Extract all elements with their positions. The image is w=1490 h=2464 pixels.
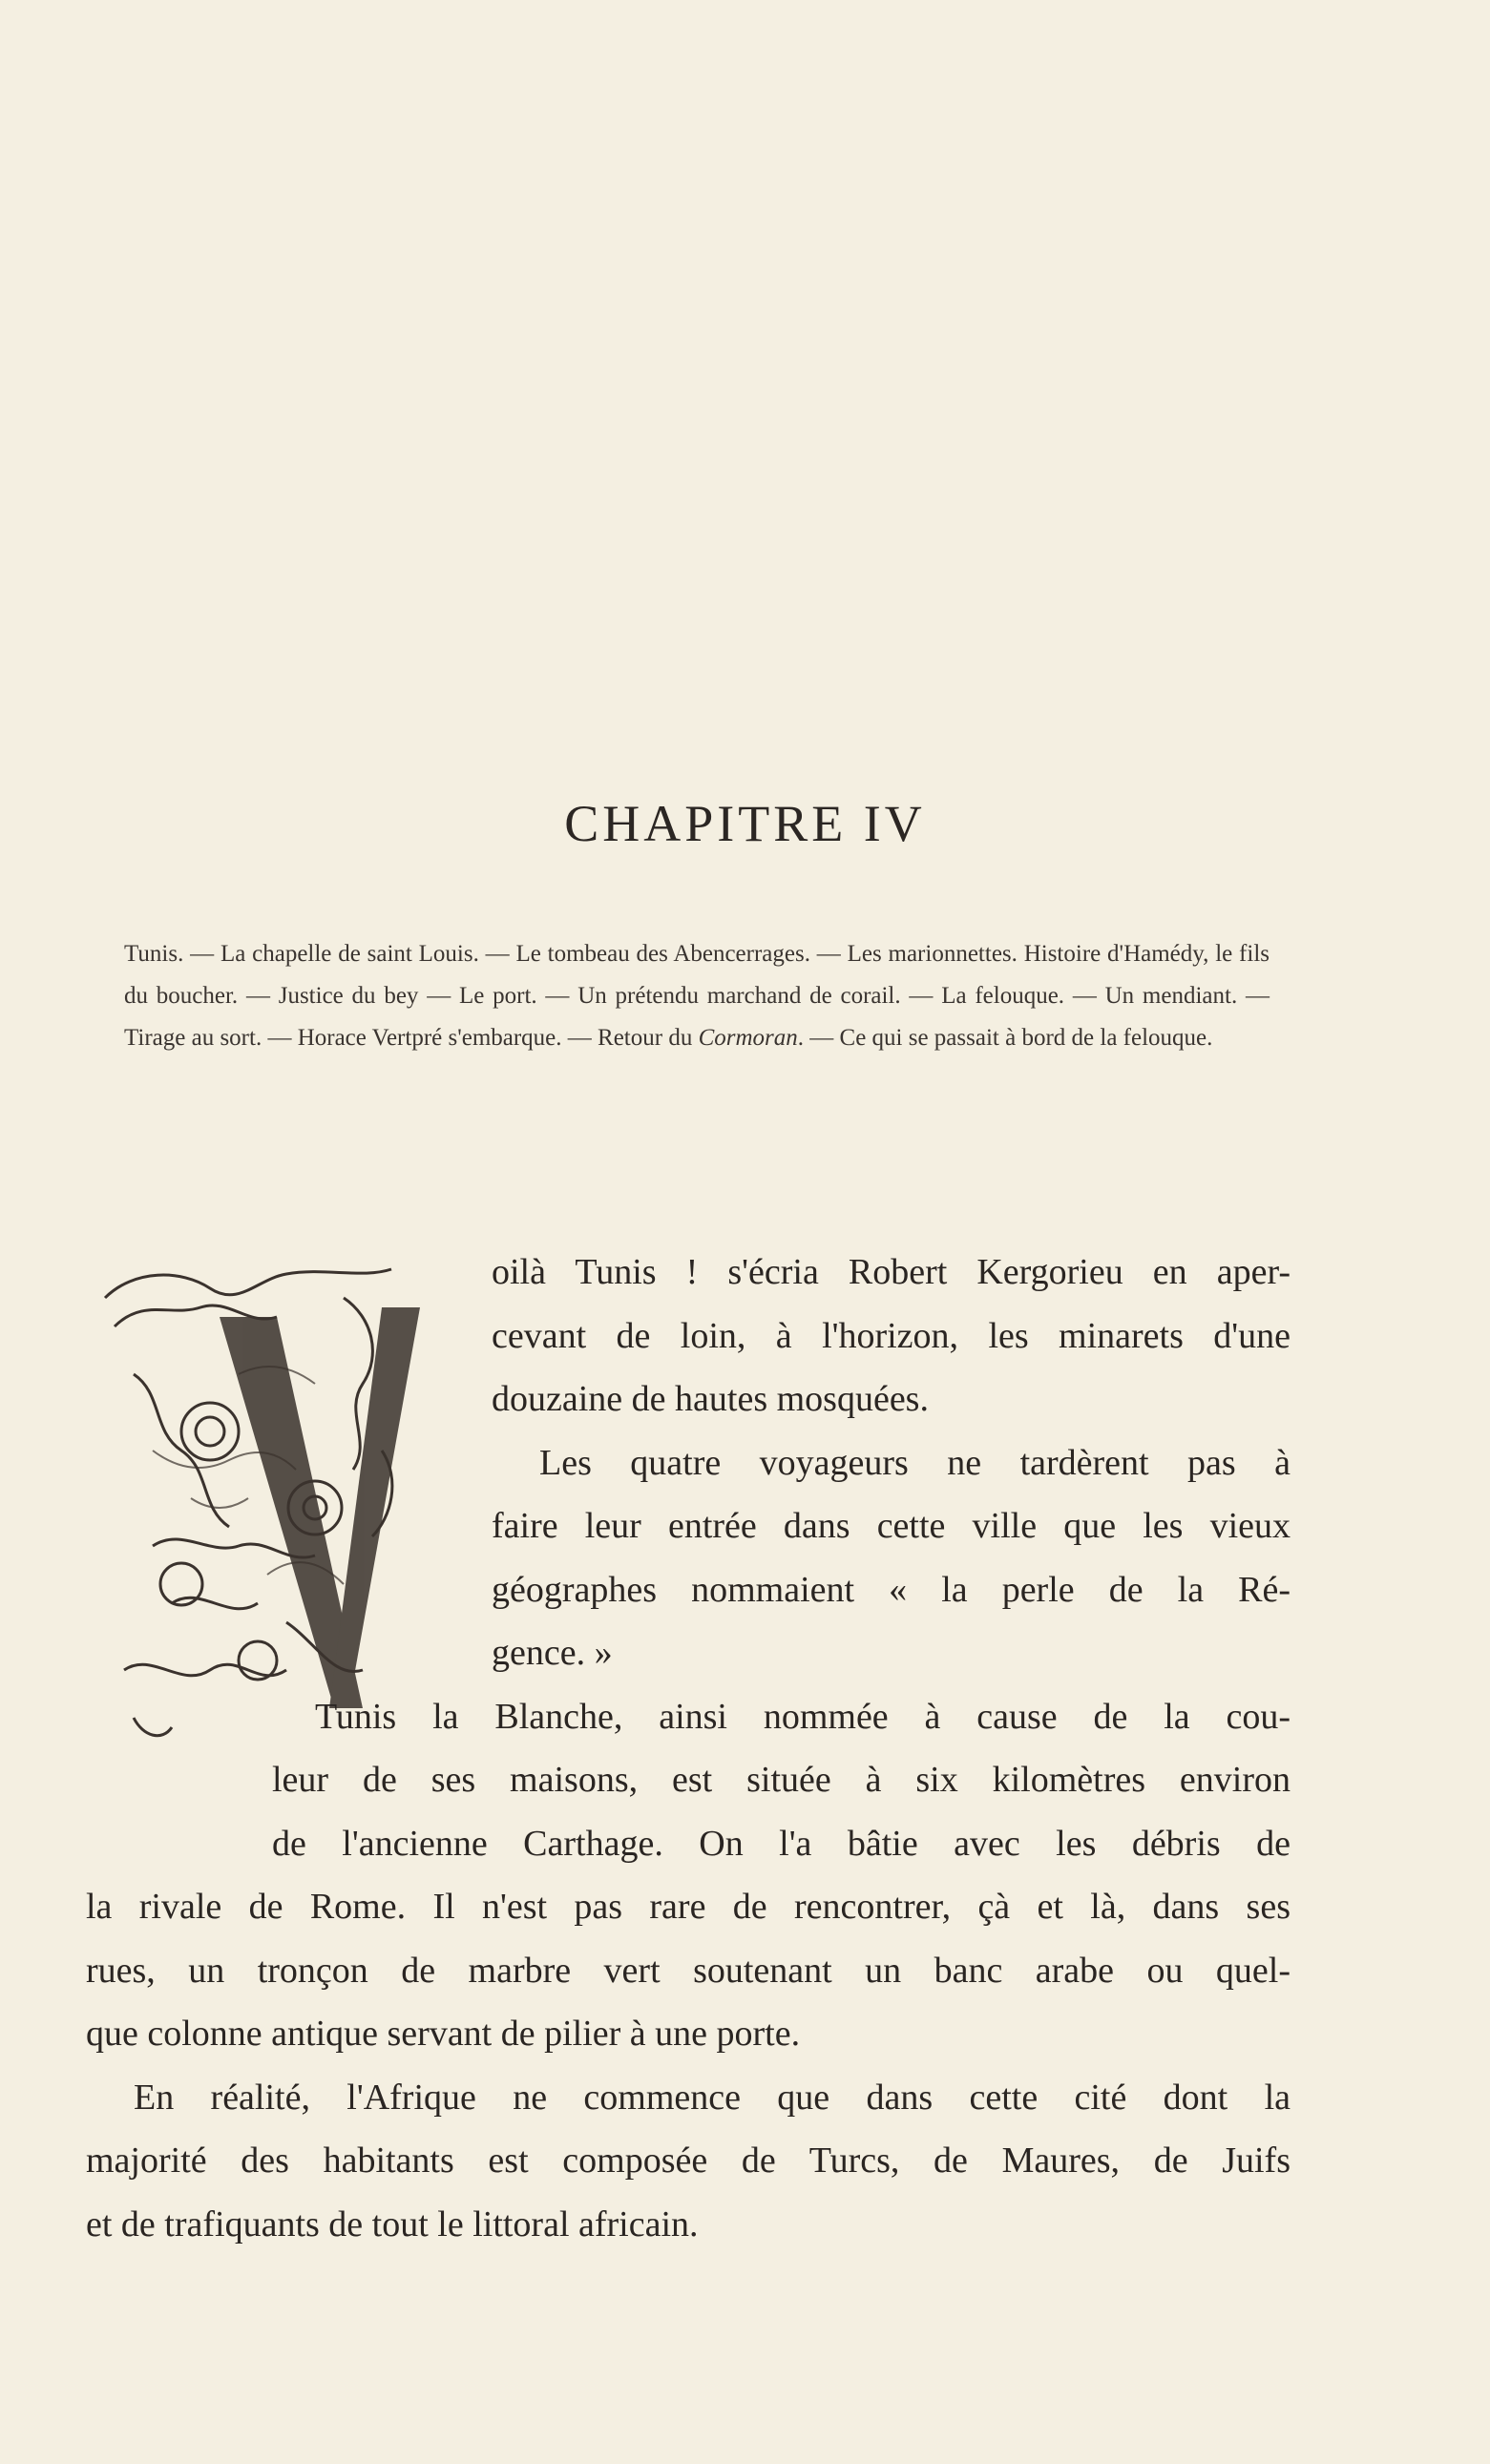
body-line: que colonne antique servant de pilier à une porte.	[86, 2014, 801, 2054]
body-line: cevant de loin, à l'horizon, les minarets d'une	[492, 1315, 1291, 1356]
summary-text-a: Tunis. — La chapelle de saint Louis. — Le tombeau des Abencerrages. — Les marionnettes. Histoire d'Hamédy, le fils du boucher. — Justice du bey — Le port. — Un prétendu marchand de corail. — La felouque. — Un mendiant. — Tirage au sort. — Horace Vertpré s'embarque. — Retour du	[124, 941, 1270, 1051]
body-line: Tunis la Blanche, ainsi nommée à cause de la cou-	[315, 1696, 1291, 1737]
body-line: et de trafiquants de tout le littoral africain.	[86, 2203, 699, 2245]
body-line: douzaine de hautes mosquées.	[492, 1379, 929, 1419]
body-line: majorité des habitants est composée de Turcs, de Maures, de Juifs	[86, 2140, 1291, 2181]
body-line: gence. »	[492, 1633, 613, 1673]
summary-text-b: . — Ce qui se passait à bord de la felouque.	[797, 1025, 1213, 1051]
body-line: la rivale de Rome. Il n'est pas rare de rencontrer, çà et là, dans ses	[86, 1887, 1291, 1927]
body-line: géographes nommaient « la perle de la Ré-	[492, 1569, 1291, 1610]
body-line: leur de ses maisons, est située à six kilomètres environ	[272, 1760, 1291, 1800]
summary-italic-title: Cormoran	[698, 1025, 798, 1051]
body-line: de l'ancienne Carthage. On l'a bâtie avec les débris de	[272, 1823, 1291, 1864]
body-line: faire leur entrée dans cette ville que les vieux	[492, 1506, 1291, 1546]
chapter-title: CHAPITRE IV	[564, 795, 926, 853]
chapter-summary	[124, 933, 1270, 1059]
body-line: Les quatre voyageurs ne tardèrent pas à	[539, 1442, 1291, 1483]
body-text	[86, 1241, 1291, 2256]
body-line: rues, un tronçon de marbre vert soutenant un banc arabe ou quel-	[86, 1950, 1291, 1991]
body-line: En réalité, l'Afrique ne commence que dans cette cité dont la	[134, 2077, 1291, 2118]
body-line: oilà Tunis ! s'écria Robert Kergorieu en aper-	[492, 1252, 1291, 1292]
